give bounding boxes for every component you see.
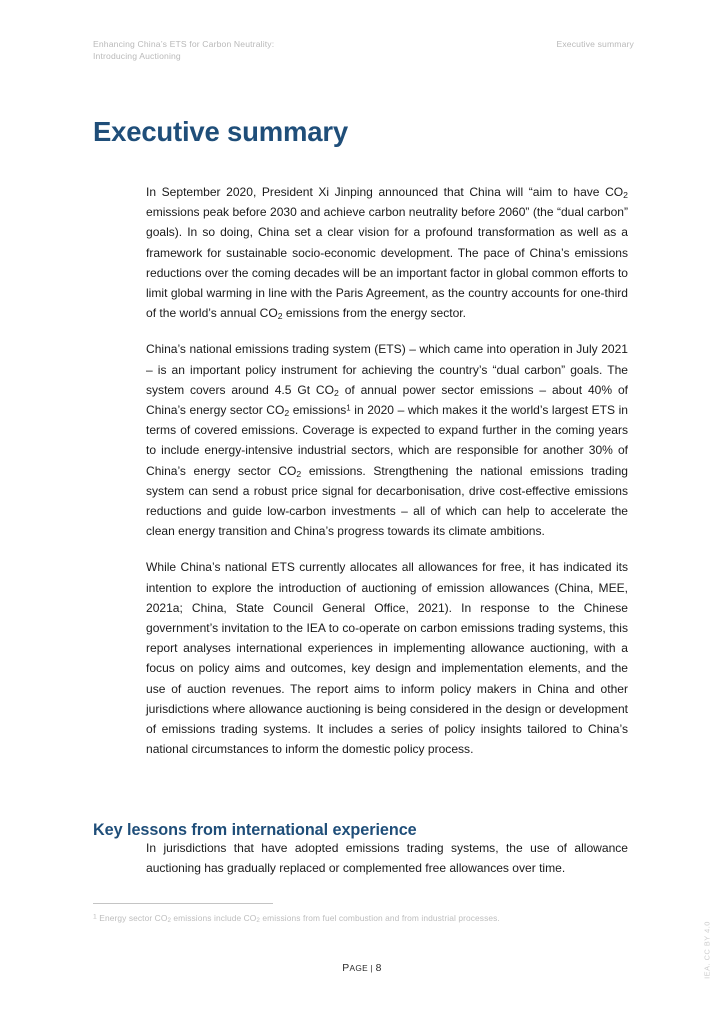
footnote-separator-rule — [93, 903, 273, 904]
running-header-title-line1: Enhancing China’s ETS for Carbon Neutrality: — [93, 39, 275, 49]
footnote-text-part-3: emissions from fuel combustion and from industrial processes. — [259, 913, 500, 923]
paragraph-1: In September 2020, President Xi Jinping announced that China will “aim to have $CO_2$ emissions peak before 2030 and achieve carbon neutrality before 2060” (the “dual carbon” goals). In so doing, China set a clear vision for a profound transformation as well as a framework for sustainable socio-economic development. The pace of China’s emissions reductions over the coming decades will be an important factor in global common efforts to limit global warming in line with the Paris Agreement, as the country accounts for one-third of the world’s annual $CO_2$ emissions from the energy sector. — [146, 185, 628, 322]
page-number: 8 — [375, 963, 382, 974]
section-body-block — [146, 838, 628, 878]
section-heading-key-lessons: Key lessons from international experience — [93, 821, 417, 840]
side-credit-license — [700, 910, 714, 990]
page-label-lead: P — [342, 963, 350, 974]
running-header-title-line2: Introducing Auctioning — [93, 51, 181, 62]
body-text-block — [146, 182, 628, 759]
running-header-left — [93, 38, 274, 63]
side-credit-text: IEA. CC BY 4.0 — [702, 921, 712, 979]
page-title: Executive summary — [93, 116, 348, 148]
footnote-1 — [93, 913, 593, 925]
paragraph-3: While China’s national ETS currently allocates all allowances for free, it has indicated its intention to explore the introduction of auctioning of emission allowances (China, MEE, 2021a; China, State Council General Office, 2021). In response to the Chinese government’s invitation to the IEA to co-operate on carbon emissions trading systems, this report analyses international experiences in implementing allowance auctioning, with a focus on policy aims and outcomes, key design and implementation elements, and the use of auction revenues. The report aims to inform policy makers in China and other jurisdictions where allowance auctioning is being considered in the design or development of emissions trading systems. It includes a series of policy insights tailored to China’s national circumstances to inform the domestic policy process. — [146, 560, 628, 757]
page-label-rest: AGE — [349, 963, 368, 973]
paragraph-2: China’s national emissions trading system (ETS) – which came into operation in July 2021 – is an important policy instrument for achieving the country’s “dual carbon” goals. The system covers around 4.5 Gt $CO_2$ of annual power sector emissions – about 40% of China’s energy sector $CO_2$ emissions$^1$ in 2020 – which makes it the world’s largest ETS in terms of covered emissions. Coverage is expected to expand further in the coming years to include energy-intensive industrial sectors, which are responsible for another 30% of China’s energy sector $CO_2$ emissions. Strengthening the national emissions trading system can send a robust price signal for decarbonisation, drive cost-effective emissions reductions and guide low-carbon investments – all of which can help to accelerate the clean energy transition and China’s progress towards its climate ambitions. — [146, 342, 629, 539]
footnote-marker: 1 — [93, 913, 97, 921]
footnote-text-part-2: emissions include CO — [171, 913, 257, 923]
page-label-separator: | — [367, 963, 376, 973]
footnote-text-part-1: Energy sector CO — [96, 913, 168, 923]
section-paragraph-1: In jurisdictions that have adopted emissions trading systems, the use of allowance auctioning has gradually replaced or complemented free allowances over time. — [146, 841, 628, 876]
running-header-right: Executive summary — [556, 39, 634, 49]
footnote-subscript-1: 2 — [167, 917, 171, 925]
footnote-subscript-2: 2 — [256, 917, 260, 925]
page-footer — [0, 963, 724, 974]
running-header — [93, 38, 634, 63]
